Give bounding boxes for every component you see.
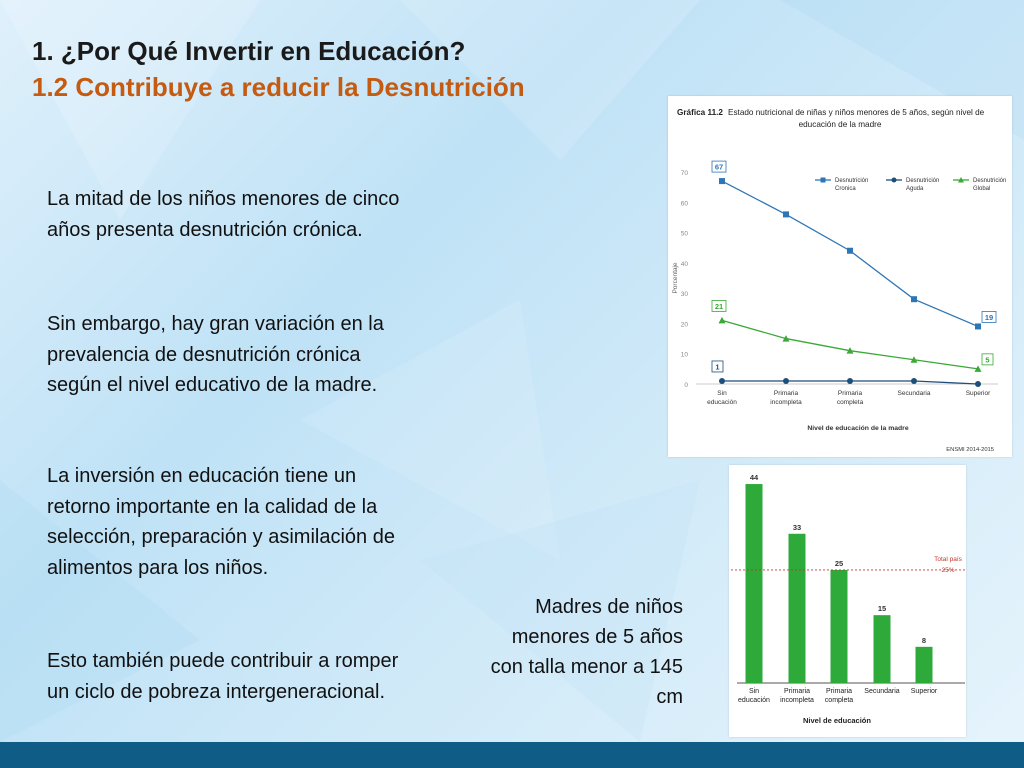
chart-title-prefix: Gráfica 11.2 [677,108,723,117]
x-tick-label: educación [738,697,770,704]
bar [916,647,933,683]
point-label: 19 [984,312,994,322]
x-tick-label: Secundaria [864,688,900,695]
legend-label: Desnutrición [835,178,869,184]
x-tick-label: completa [824,697,854,704]
y-tick-label: 10 [680,351,688,359]
chart-title-text: Estado nutricional de niñas y niños menores de 5 años, según nivel de [727,108,985,117]
data-point [975,323,981,329]
reference-value: 25% [941,566,955,574]
legend-label: Aguda [906,186,924,192]
x-tick-label: incompleta [770,399,802,406]
y-tick-label: 0 [684,382,688,389]
slide-title: 1. ¿Por Qué Invertir en Educación? [32,36,466,66]
paragraph-1: La mitad de los niños menores de cinco años presenta desnutrición crónica. [47,188,400,241]
data-point [783,211,789,217]
bar [831,570,848,683]
x-tick-label: Secundaria [897,390,931,397]
x-tick-label: educación [707,399,737,406]
chart-title [677,108,985,117]
line-chart [668,96,1012,457]
x-tick-label: Primaria [825,688,853,695]
data-point [719,317,726,324]
data-point [847,378,853,384]
x-tick-label: Sin [717,390,727,397]
bar [789,534,806,683]
bar-value-label: 8 [921,635,927,645]
x-tick-label: Sin [748,688,760,695]
chart-source: ENSMI 2014-2015 [946,447,994,453]
data-point [975,381,981,387]
y-tick-label: 50 [680,230,688,238]
bar [746,484,763,683]
series-line-2 [722,320,978,368]
legend-label: Desnutrición [906,178,940,184]
y-tick-label: 40 [680,260,688,268]
data-point [783,378,789,384]
point-label: 5 [985,355,990,365]
data-point [719,378,725,384]
legend-label: Cronica [835,186,856,192]
legend-marker [821,178,826,183]
point-label: 1 [715,362,720,372]
bar-value-label: 25 [834,558,844,568]
slide-subtitle: 1.2 Contribuye a reducir la Desnutrición [32,72,525,102]
bar-value-label: 15 [877,604,887,614]
point-label: 21 [714,301,724,311]
point-label: 67 [714,162,724,172]
y-axis-label: Porcentaje [672,262,679,294]
bar-chart-card [729,465,966,737]
x-tick-label: Superior [910,688,938,695]
y-tick-label: 70 [680,170,688,177]
data-point [911,296,917,302]
data-point [847,248,853,254]
bar [874,615,891,683]
line-chart-card [668,96,1012,457]
x-tick-label: completa [836,399,864,406]
bar-chart-caption: Madres de niños menores de 5 años con talla menor a 145 cm [490,596,683,708]
bar-chart [729,465,966,737]
paragraph-3: La inversión en educación tiene un retorno importante en la calidad de la selección, preparación y asimilación de alimentos para los niños. [47,465,395,579]
series-line-0 [722,181,978,326]
bar-value-label: 33 [792,522,802,532]
x-tick-label: Superior [965,390,991,397]
legend-marker [892,178,897,183]
x-tick-label: Primaria [783,688,811,695]
x-tick-label: incompleta [780,697,814,704]
legend-label: Global [973,186,991,192]
y-tick-label: 30 [680,291,688,299]
x-axis-label: Nivel de educación de la madre [807,425,909,432]
x-tick-label: Primaria [773,390,799,397]
data-point [911,378,917,384]
chart-title-line2: educación de la madre [798,120,882,129]
footer-bar [0,742,1024,768]
x-axis-label: Nivel de educación [803,716,871,725]
data-point [719,178,725,184]
legend-label: Desnutrición [973,178,1007,184]
reference-label: Total país [934,555,962,563]
y-tick-label: 60 [680,200,688,208]
bar-value-label: 44 [749,473,759,483]
paragraph-2: Sin embargo, hay gran variación en la prevalencia de desnutrición crónica según el nivel educativo de la madre. [47,313,384,396]
y-tick-label: 20 [680,321,688,329]
paragraph-4: Esto también puede contribuir a romper un ciclo de pobreza intergeneracional. [47,650,399,703]
x-tick-label: Primaria [837,390,863,397]
